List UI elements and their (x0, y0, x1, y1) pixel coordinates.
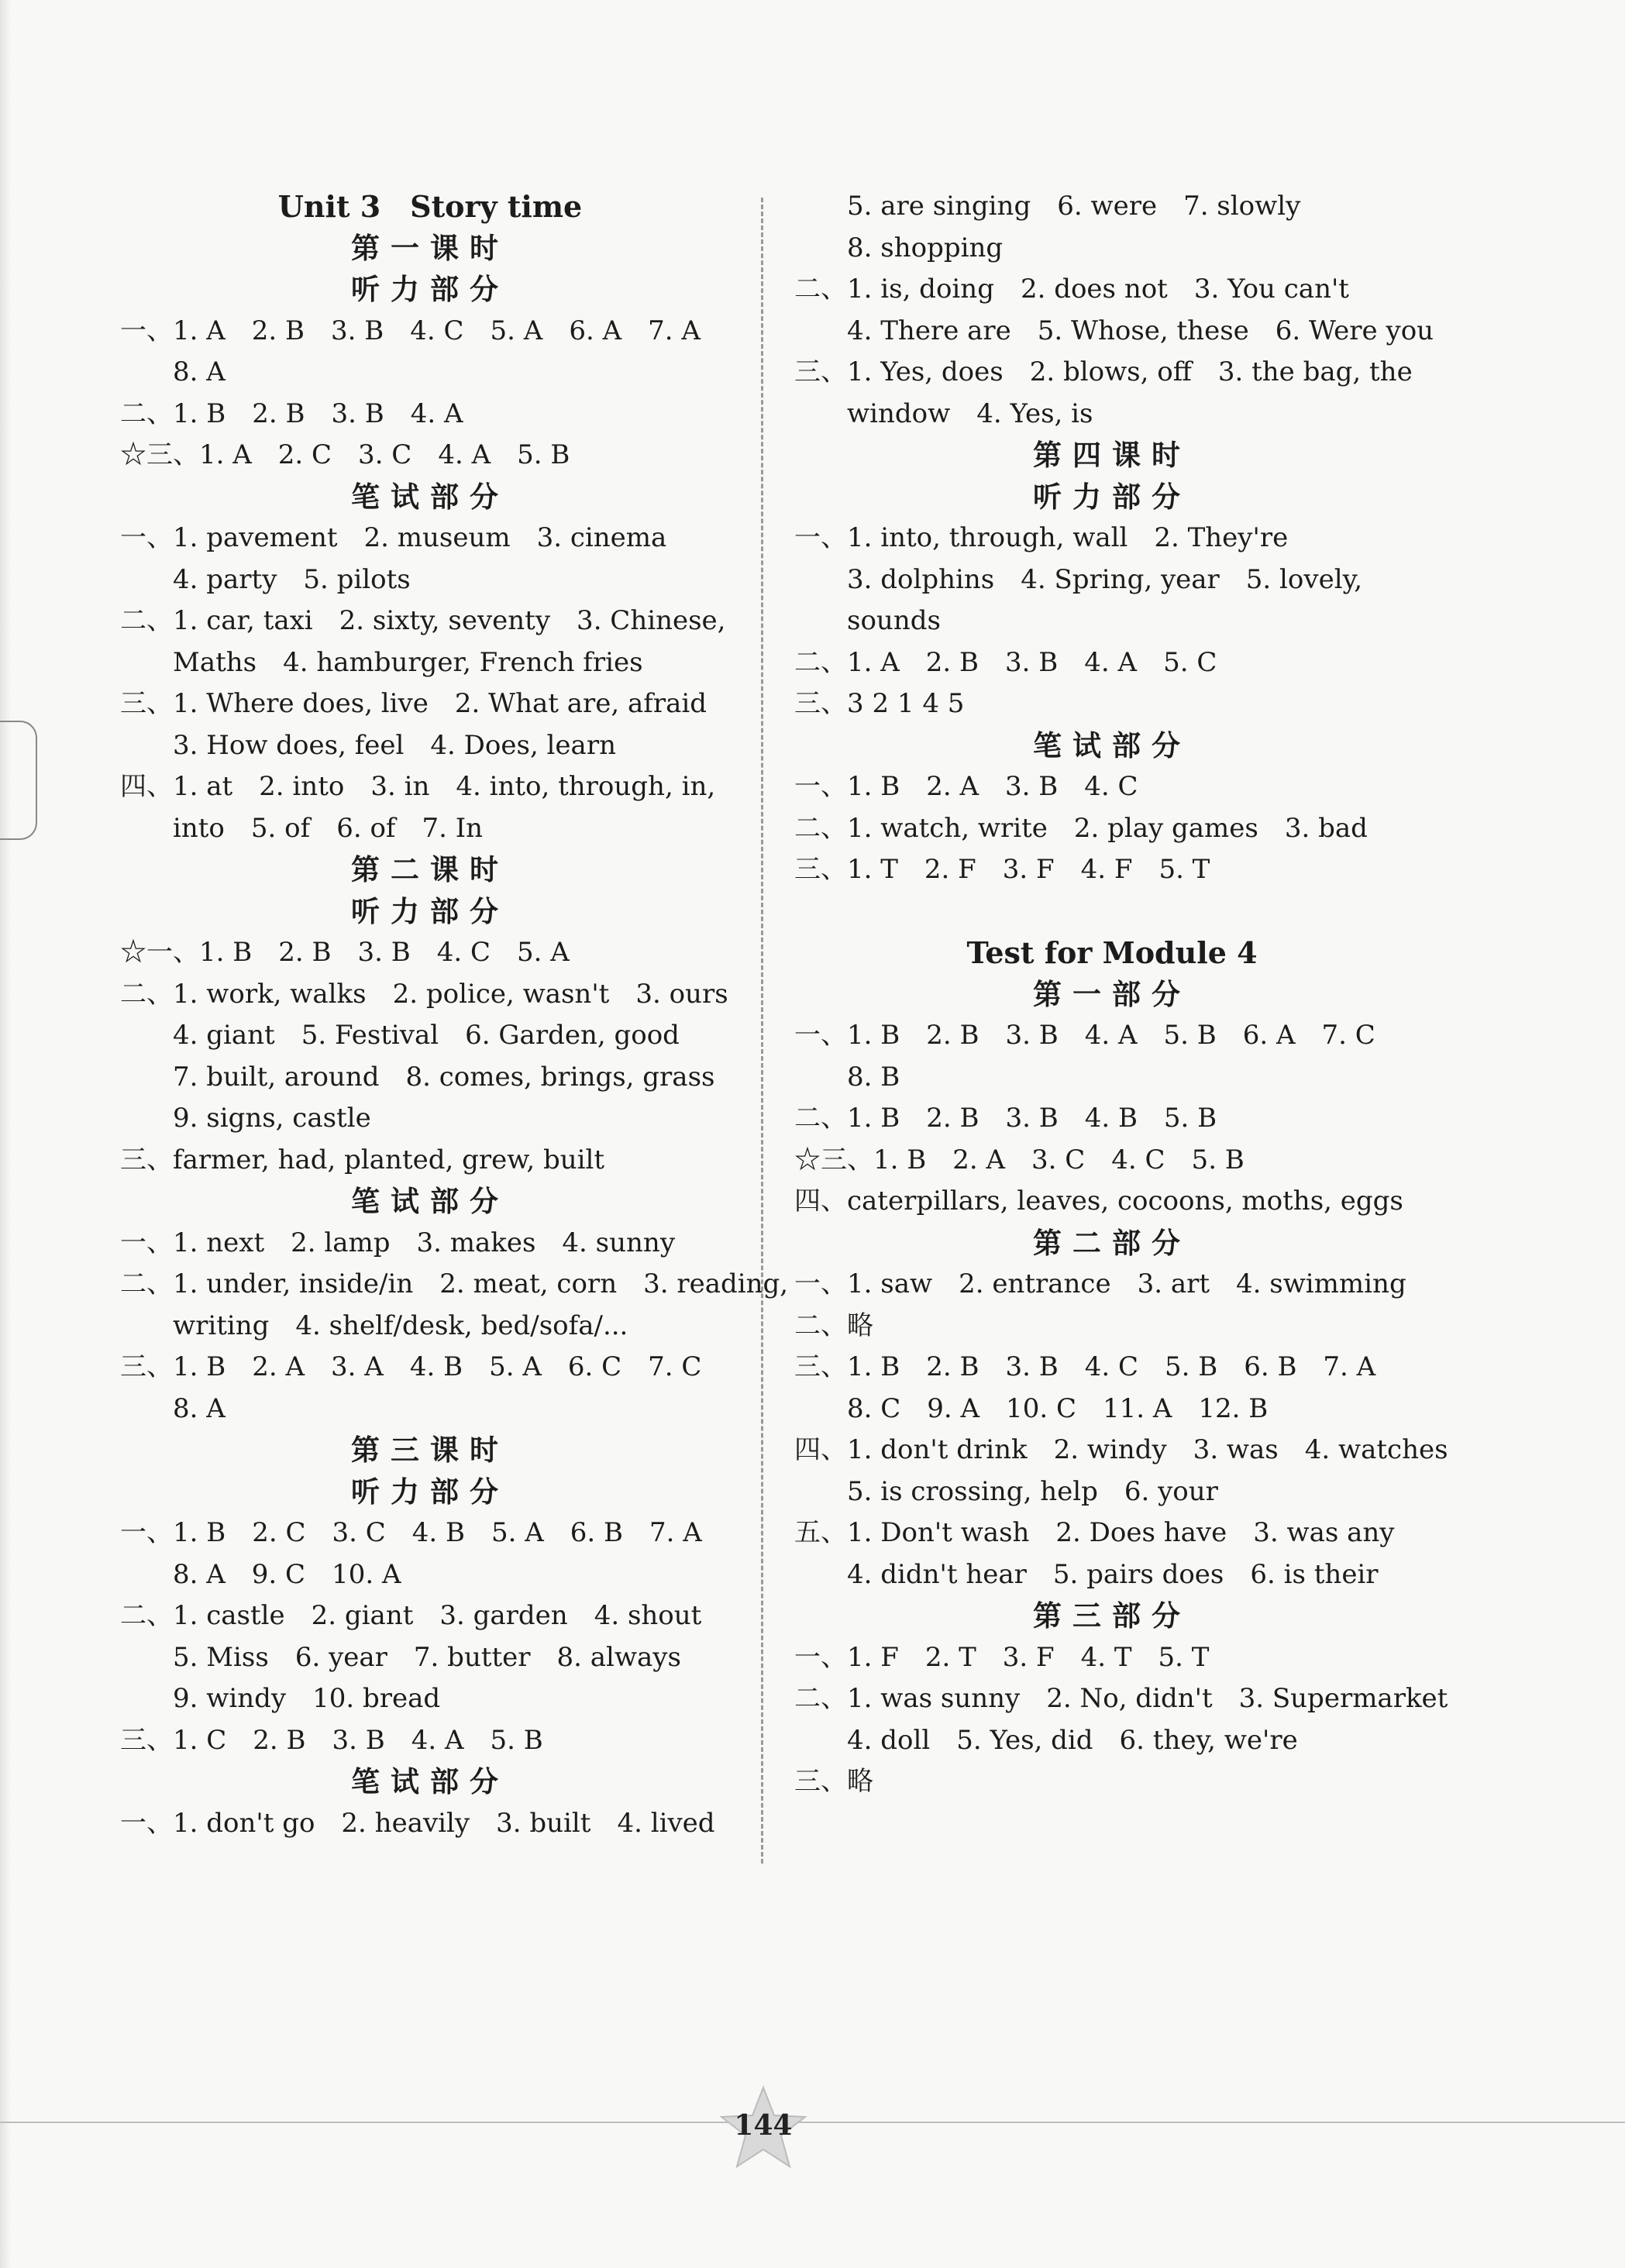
answer-line: 4. party 5. pilots (173, 563, 411, 595)
answer-line: 三、3 2 1 4 5 (794, 688, 965, 719)
answer-line: 7. built, around 8. comes, brings, grass (173, 1061, 715, 1093)
answer-line: ☆三、1. A 2. C 3. C 4. A 5. B (120, 439, 570, 470)
answer-line: sounds (847, 605, 941, 636)
answer-line: 一、1. B 2. B 3. B 4. A 5. B 6. A 7. C (794, 1020, 1375, 1051)
section-heading: 第二课时 (351, 853, 509, 886)
answer-line: 一、1. B 2. A 3. B 4. C (794, 771, 1138, 802)
answer-line: 9. signs, castle (173, 1103, 371, 1134)
answer-line: 3. How does, feel 4. Does, learn (173, 729, 616, 761)
section-heading: 听力部分 (351, 894, 509, 928)
answer-line: 二、1. was sunny 2. No, didn't 3. Supermarket (794, 1683, 1448, 1714)
answer-line: 二、略 (794, 1310, 873, 1341)
answer-line: 8. A (173, 356, 226, 387)
answer-line: 二、1. work, walks 2. police, wasn't 3. ours (120, 978, 728, 1010)
answer-line: 4. giant 5. Festival 6. Garden, good (173, 1020, 680, 1051)
section-heading: 第一课时 (351, 231, 509, 265)
answer-line: 8. A (173, 1392, 226, 1424)
answer-line: 一、1. saw 2. entrance 3. art 4. swimming (794, 1268, 1406, 1299)
answer-line: 一、1. B 2. C 3. C 4. B 5. A 6. B 7. A (120, 1517, 702, 1548)
answer-line: 四、caterpillars, leaves, cocoons, moths, eggs (794, 1186, 1403, 1217)
answer-line: 4. didn't hear 5. pairs does 6. is their (847, 1558, 1379, 1590)
answer-line: 8. B (847, 1061, 900, 1093)
page-gutter-shadow (0, 0, 11, 2268)
answer-line: 四、1. don't drink 2. windy 3. was 4. watches (794, 1434, 1448, 1465)
answer-line: 8. A 9. C 10. A (173, 1558, 401, 1590)
answer-column-left (120, 186, 789, 1844)
section-heading: 第二部分 (1033, 1226, 1191, 1260)
answer-line: 5. are singing 6. were 7. slowly (847, 191, 1301, 222)
answer-line: 四、1. at 2. into 3. in 4. into, through, in, (120, 771, 716, 802)
section-heading: 听力部分 (1033, 480, 1191, 514)
section-heading: 第四课时 (1033, 439, 1191, 472)
answer-line: 一、1. don't go 2. heavily 3. built 4. lived (120, 1807, 715, 1839)
unit-title: Test for Module 4 (966, 935, 1258, 970)
answer-line: 一、1. next 2. lamp 3. makes 4. sunny (120, 1227, 676, 1258)
section-heading: 笔试部分 (351, 1185, 509, 1218)
answer-column-right (794, 186, 1448, 1803)
answer-line: 二、1. under, inside/in 2. meat, corn 3. reading, (120, 1268, 789, 1299)
section-heading: 笔试部分 (1033, 728, 1191, 762)
answer-line: 一、1. F 2. T 3. F 4. T 5. T (794, 1641, 1210, 1673)
answer-line: 二、1. watch, write 2. play games 3. bad (794, 812, 1368, 844)
answer-line: 三、1. B 2. A 3. A 4. B 5. A 6. C 7. C (120, 1351, 702, 1382)
answer-line: 5. is crossing, help 6. your (847, 1475, 1218, 1507)
answer-line: 4. There are 5. Whose, these 6. Were you (847, 315, 1434, 346)
blank-line (794, 891, 1430, 933)
answer-line: into 5. of 6. of 7. In (173, 812, 484, 844)
column-divider (761, 198, 763, 1864)
answer-line: 8. shopping (847, 232, 1004, 263)
answer-line: 三、1. C 2. B 3. B 4. A 5. B (120, 1724, 543, 1756)
answer-line: 一、1. pavement 2. museum 3. cinema (120, 522, 667, 553)
page-number-badge (717, 2084, 810, 2170)
answer-line: 二、1. car, taxi 2. sixty, seventy 3. Chinese, (120, 605, 726, 636)
answer-line: Maths 4. hamburger, French fries (173, 646, 643, 678)
answer-line: writing 4. shelf/desk, bed/sofa/... (173, 1310, 628, 1341)
answer-line: 三、略 (794, 1766, 873, 1797)
page-number: 144 (734, 2109, 793, 2142)
answer-line: window 4. Yes, is (847, 398, 1093, 429)
answer-line: 二、1. B 2. B 3. B 4. A (120, 398, 463, 429)
answer-line: 五、1. Don't wash 2. Does have 3. was any (794, 1517, 1395, 1548)
footer-rule (0, 2122, 1625, 2123)
unit-title: Unit 3 Story time (277, 189, 583, 224)
answer-line: 二、1. B 2. B 3. B 4. B 5. B (794, 1103, 1217, 1134)
section-heading: 听力部分 (351, 1475, 509, 1509)
answer-line: ☆一、1. B 2. B 3. B 4. C 5. A (120, 937, 570, 968)
answer-line: 一、1. A 2. B 3. B 4. C 5. A 6. A 7. A (120, 315, 701, 346)
answer-line: 三、1. Where does, live 2. What are, afraid (120, 688, 707, 719)
answer-line: 二、1. is, doing 2. does not 3. You can't (794, 274, 1349, 305)
answer-line: ☆三、1. B 2. A 3. C 4. C 5. B (794, 1144, 1245, 1175)
answer-line: 二、1. A 2. B 3. B 4. A 5. C (794, 646, 1217, 678)
answer-line: 8. C 9. A 10. C 11. A 12. B (847, 1392, 1269, 1424)
answer-line: 4. doll 5. Yes, did 6. they, we're (847, 1724, 1298, 1756)
answer-line: 9. windy 10. bread (173, 1683, 441, 1714)
answer-line: 三、1. B 2. B 3. B 4. C 5. B 6. B 7. A (794, 1351, 1376, 1382)
section-heading: 第三部分 (1033, 1599, 1191, 1633)
answer-line: 二、1. castle 2. giant 3. garden 4. shout (120, 1600, 702, 1631)
answer-line: 3. dolphins 4. Spring, year 5. lovely, (847, 563, 1363, 595)
section-heading: 听力部分 (351, 273, 509, 306)
section-heading: 第三课时 (351, 1433, 509, 1467)
binding-mark (0, 721, 37, 840)
section-heading: 笔试部分 (351, 1765, 509, 1798)
answer-line: 三、1. Yes, does 2. blows, off 3. the bag, the (794, 356, 1413, 387)
section-heading: 笔试部分 (351, 480, 509, 514)
answer-line: 三、farmer, had, planted, grew, built (120, 1144, 605, 1175)
answer-line: 一、1. into, through, wall 2. They're (794, 522, 1289, 553)
section-heading: 第一部分 (1033, 977, 1191, 1011)
answer-line: 三、1. T 2. F 3. F 4. F 5. T (794, 854, 1210, 885)
answer-line: 5. Miss 6. year 7. butter 8. always (173, 1641, 681, 1673)
